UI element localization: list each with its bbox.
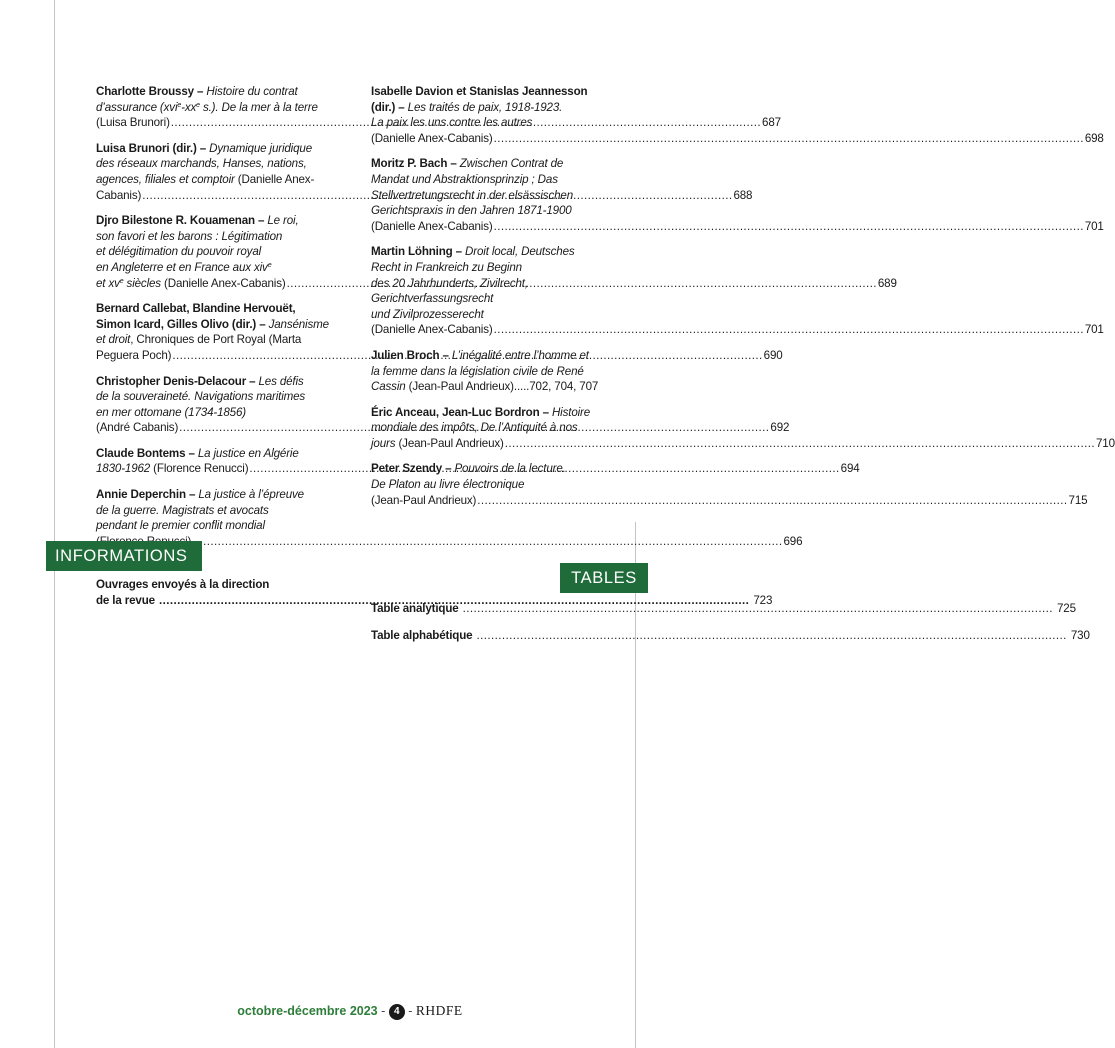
entry-title: Gerichtverfassungsrecht bbox=[371, 292, 494, 306]
issue-date: octobre-décembre 2023 bbox=[237, 1004, 378, 1018]
entry-title: Stellvertretungsrecht in der elsässischen bbox=[371, 188, 573, 202]
entry-leader-line bbox=[371, 601, 1076, 617]
entry-title: 1830-1962 bbox=[96, 462, 151, 476]
left-margin-rule bbox=[54, 0, 55, 1048]
entry-sup: e bbox=[119, 277, 124, 285]
entry-title: en mer ottomane (1734-1856) bbox=[96, 405, 246, 419]
entry-line bbox=[96, 172, 344, 188]
dot-leader bbox=[505, 437, 1095, 450]
entry-reviewer: (André Cabanis) bbox=[96, 421, 179, 435]
entry-line bbox=[96, 244, 344, 260]
entry-line bbox=[96, 389, 344, 405]
entry-title: agences, filiales et comptoir bbox=[96, 172, 235, 186]
entry-title: Jansénisme bbox=[265, 317, 329, 331]
entry-line: Ouvrages envoyés à la direction bbox=[96, 578, 270, 591]
entry-line bbox=[371, 203, 619, 219]
entry-line bbox=[96, 446, 344, 462]
entry-title: -xx bbox=[181, 100, 197, 114]
entry-title: Gerichtspraxis in den Jahren 1871-1900 bbox=[371, 204, 572, 218]
entry-line bbox=[371, 379, 619, 395]
entry-line bbox=[96, 374, 344, 390]
entry-author: (dir.) – bbox=[371, 100, 405, 114]
entry-line bbox=[371, 260, 619, 276]
entry-reviewer: , Chroniques de Port Royal (Marta bbox=[130, 333, 302, 347]
dot-leader bbox=[494, 220, 1084, 233]
entry-reviewer: (Luisa Brunori) bbox=[96, 116, 170, 130]
entry-title: Les traités de paix, 1918-1923. bbox=[404, 100, 563, 114]
page-number: 688 bbox=[733, 188, 753, 202]
entry-title: Droit local, Deutsches bbox=[461, 245, 575, 259]
entry-line bbox=[96, 405, 344, 421]
section-heading-informations: INFORMATIONS bbox=[46, 541, 202, 571]
entry-title: mondiale des impôts, De l’Antiquité à nos bbox=[371, 421, 578, 435]
entry-line bbox=[371, 477, 619, 493]
entry-text bbox=[371, 437, 504, 450]
entry-line bbox=[96, 317, 344, 333]
entry-line bbox=[371, 276, 619, 292]
entry-author: Julien Broch – bbox=[371, 348, 449, 362]
toc-entry-table-analytique[interactable] bbox=[371, 601, 1076, 617]
entry-text: de la revue bbox=[96, 593, 155, 607]
entry-line bbox=[96, 229, 344, 245]
dot-leader bbox=[477, 629, 1067, 642]
tables-block bbox=[371, 601, 1090, 654]
entry-sup: e bbox=[177, 101, 182, 109]
entry-text bbox=[96, 349, 171, 362]
page-number: 687 bbox=[762, 116, 781, 130]
dot-leader bbox=[192, 535, 782, 548]
entry-author: Claude Bontems – bbox=[96, 446, 195, 460]
dot-leader bbox=[463, 602, 1053, 615]
page-number: 694 bbox=[840, 462, 860, 476]
footer-separator: - bbox=[381, 1004, 386, 1018]
entry-author: Annie Deperchin – bbox=[96, 488, 196, 502]
page-number: 710 bbox=[1095, 436, 1115, 450]
entry-line bbox=[96, 518, 344, 534]
entry-leader-line bbox=[371, 628, 1090, 644]
page-number: 689 bbox=[877, 276, 897, 290]
entry-leader-line bbox=[371, 436, 1115, 452]
entry-reviewer: (Jean-Paul Andrieux) bbox=[371, 493, 477, 507]
entry-line bbox=[371, 461, 619, 477]
entry-title: et xv bbox=[96, 276, 120, 290]
entry-sup: e bbox=[267, 261, 272, 269]
review-entry[interactable] bbox=[371, 348, 619, 395]
entry-author: Charlotte Broussy – bbox=[96, 85, 204, 98]
entry-sup: e bbox=[196, 101, 200, 109]
entry-line bbox=[371, 244, 619, 260]
entry-author: Martin Löhning – bbox=[371, 245, 462, 259]
entry-text bbox=[96, 462, 248, 475]
entry-label: Table analytique bbox=[371, 602, 459, 615]
entry-line bbox=[371, 291, 619, 307]
entry-text bbox=[371, 220, 493, 233]
entry-line bbox=[371, 405, 619, 421]
entry-title: und Zivilprozesserecht bbox=[371, 307, 484, 321]
entry-text bbox=[96, 116, 170, 129]
page-number: 730 bbox=[1070, 628, 1090, 642]
entry-line bbox=[96, 100, 344, 116]
entry-line bbox=[96, 487, 344, 503]
entry-line bbox=[96, 332, 344, 348]
entry-line bbox=[96, 141, 344, 157]
entry-title: Mandat und Abstraktionsprinzip ; Das bbox=[371, 172, 558, 186]
page-number-badge: 4 bbox=[389, 1004, 405, 1020]
entry-line bbox=[371, 348, 619, 364]
journal-name: RHDFE bbox=[415, 1003, 463, 1018]
entry-title: La paix les uns contre les autres bbox=[371, 116, 533, 130]
entry-title: son favori et les barons : Légitimation bbox=[96, 229, 283, 243]
entry-line bbox=[371, 188, 619, 204]
entry-reviewer: (Danielle Anex-Cabanis) bbox=[371, 131, 493, 145]
page-number: 723 bbox=[753, 593, 773, 607]
entry-reviewer: (Danielle Anex-Cabanis) bbox=[371, 219, 493, 233]
entry-title: De Platon au livre électronique bbox=[371, 478, 525, 492]
entry-line bbox=[96, 84, 344, 100]
entry-reviewer: (Danielle Anex-Cabanis) bbox=[160, 276, 286, 290]
entry-line bbox=[371, 172, 619, 188]
entry-title: jours bbox=[371, 436, 396, 450]
entry-title: Zwischen Contrat de bbox=[456, 157, 564, 171]
entry-reviewer: (Danielle Anex-Cabanis) bbox=[371, 323, 493, 337]
entry-title: s.). De la mer à la terre bbox=[199, 100, 318, 114]
entry-leader-line bbox=[371, 219, 1104, 235]
page-footer bbox=[0, 1003, 700, 1020]
entry-line bbox=[371, 364, 619, 380]
entry-line bbox=[371, 307, 619, 323]
entry-title: Histoire du contrat bbox=[203, 85, 298, 98]
entry-line bbox=[371, 115, 619, 131]
entry-title: Les défis bbox=[255, 374, 304, 388]
entry-title: L’inégalité entre l’homme et bbox=[448, 348, 589, 362]
entry-line bbox=[96, 503, 344, 519]
toc-entry-table-alphabetique[interactable] bbox=[371, 628, 1090, 644]
entry-title: en Angleterre et en France aux xiv bbox=[96, 260, 268, 274]
entry-line bbox=[96, 301, 344, 317]
entry-title: la femme dans la législation civile de René bbox=[371, 364, 584, 378]
entry-line bbox=[371, 156, 619, 172]
entry-title: siècles bbox=[123, 276, 161, 290]
entry-line bbox=[96, 156, 344, 172]
entry-text bbox=[96, 189, 141, 202]
entry-reviewer: (Danielle Anex- bbox=[234, 172, 315, 186]
page-number: 701 bbox=[1084, 219, 1104, 233]
page-number: 698 bbox=[1084, 131, 1104, 145]
dot-leader bbox=[494, 323, 1084, 336]
entry-line bbox=[371, 100, 619, 116]
entry-author: Moritz P. Bach – bbox=[371, 157, 457, 171]
entry-line bbox=[371, 420, 619, 436]
entry-line bbox=[371, 84, 619, 100]
entry-title: de la souveraineté. Navigations maritimes bbox=[96, 390, 306, 404]
entry-title: Recht in Frankreich zu Beginn bbox=[371, 260, 522, 274]
entry-author: Luisa Brunori (dir.) – bbox=[96, 141, 207, 155]
entry-line bbox=[96, 260, 344, 276]
entry-reviewer: (Florence Renucci) bbox=[150, 462, 249, 476]
entry-title: de la guerre. Magistrats et avocats bbox=[96, 503, 269, 517]
entry-text bbox=[371, 323, 493, 336]
entry-reviewer: Peguera Poch) bbox=[96, 348, 172, 362]
entry-title: et droit bbox=[96, 333, 131, 347]
entry-title: d’assurance (xvi bbox=[96, 100, 178, 114]
entry-title: Le roi, bbox=[264, 214, 299, 228]
entry-text bbox=[96, 277, 286, 290]
dot-leader bbox=[494, 132, 1084, 145]
page-number: 701 bbox=[1084, 323, 1104, 337]
page-number: 715 bbox=[1068, 493, 1088, 507]
entry-title: et délégitimation du pouvoir royal bbox=[96, 245, 262, 259]
entry-author: Éric Anceau, Jean-Luc Bordron – bbox=[371, 405, 549, 419]
footer-separator: - bbox=[408, 1004, 413, 1018]
entry-author: Bernard Callebat, Blandine Hervouët, bbox=[96, 302, 296, 316]
entry-text bbox=[371, 132, 493, 145]
entry-reviewer: (Jean-Paul Andrieux).....702, 704, 707 bbox=[405, 380, 599, 394]
entry-leader-line bbox=[371, 493, 1088, 509]
entry-author: Isabelle Davion et Stanislas Jeannesson bbox=[371, 85, 588, 98]
entry-text bbox=[371, 494, 476, 507]
entry-title: La justice en Algérie bbox=[194, 446, 299, 460]
entry-author: Djro Bilestone R. Kouamenan – bbox=[96, 214, 265, 228]
entry-text bbox=[96, 421, 178, 434]
entry-author: Simon Icard, Gilles Olivo (dir.) – bbox=[96, 317, 266, 331]
dot-leader bbox=[477, 494, 1067, 507]
entry-title: pendant le premier conflit mondial bbox=[96, 519, 265, 533]
page-number: 696 bbox=[783, 534, 803, 548]
entry-line bbox=[96, 213, 344, 229]
entry-title: des réseaux marchands, Hanses, nations, bbox=[96, 157, 307, 171]
entry-author: Peter Szendy – bbox=[371, 462, 452, 476]
entry-author: Christopher Denis-Delacour – bbox=[96, 374, 256, 388]
page-number: 690 bbox=[763, 348, 783, 362]
entry-title: Cassin bbox=[371, 380, 406, 394]
entry-label: Table alphabétique bbox=[371, 628, 473, 642]
entry-title: La justice à l’épreuve bbox=[195, 488, 304, 502]
page-number: 692 bbox=[770, 421, 790, 435]
page-number: 725 bbox=[1057, 602, 1076, 615]
section-heading-tables: TABLES bbox=[560, 563, 648, 593]
entry-title: Histoire bbox=[548, 405, 591, 419]
entry-title: Dynamique juridique bbox=[206, 141, 312, 155]
entry-leader-line bbox=[371, 322, 1104, 338]
entry-reviewer: Cabanis) bbox=[96, 188, 142, 202]
entry-leader-line bbox=[371, 131, 1104, 147]
entry-title: Pouvoirs de la lecture. bbox=[451, 462, 566, 476]
entry-title: des 20 Jahrhunderts, Zivilrecht, bbox=[371, 276, 528, 290]
entry-reviewer: (Jean-Paul Andrieux) bbox=[395, 436, 504, 450]
